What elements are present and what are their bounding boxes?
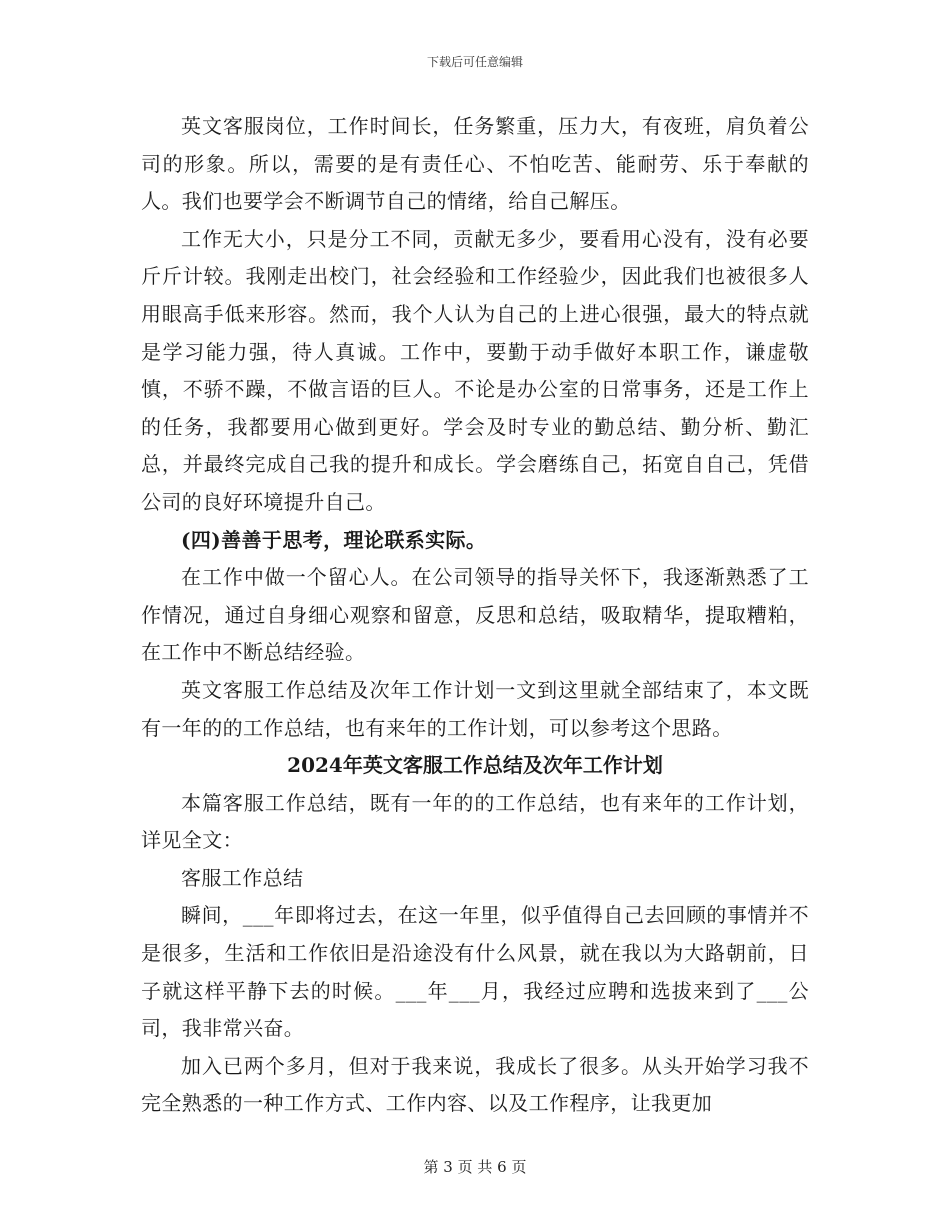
paragraph-3: 在工作中做一个留心人。在公司领导的指导关怀下，我逐渐熟悉了工作情况，通过自身细心观察和留意，反思和总结，吸取精华，提取糟粕，在工作中不断总结经验。 [141, 565, 809, 665]
page-header: 下载后可任意编辑 [426, 55, 523, 69]
paragraph-2: 工作无大小，只是分工不同，贡献无多少，要看用心没有，没有必要斤斤计较。我刚走出校门，社会经验和工作经验少，因此我们也被很多人用眼高手低来形容。然而，我个人认为自己的上进心很强，最大的特点就是学习能力强，待人真诚。工作中，要勤于动手做好本职工作，谦虚敬慎，不骄不躁，不做言语的巨人。不论是办公室的日常事务，还是工作上的任务，我都要用心做到更好。学会及时专业的勤总结、勤分析、勤汇总，并最终完成自己我的提升和成长。学会磨练自己，拓宽自自己，凭借公司的良好环境提升自己。 [141, 226, 809, 514]
paragraph-7: 瞬间，___年即将过去，在这一年里，似乎值得自己去回顾的事情并不是很多，生活和工作依旧是沿途没有什么风景，就在我以为大路朝前，日子就这样平静下去的时候。___年___月，我经过应聘和选拔来到了___公司，我非常兴奋。 [141, 903, 809, 1041]
document-title: 2024年英文客服工作总结及次年工作计划 [287, 753, 663, 778]
paragraph-5: 本篇客服工作总结，既有一年的的工作总结，也有来年的工作计划，详见全文： [141, 790, 809, 853]
section-heading-4: (四)善善于思考，理论联系实际。 [181, 527, 487, 552]
paragraph-4: 英文客服工作总结及次年工作计划一文到这里就全部结束了，本文既有一年的的工作总结，也有来年的工作计划，可以参考这个思路。 [141, 677, 809, 740]
paragraph-8: 加入已两个多月，但对于我来说，我成长了很多。从头开始学习我不完全熟悉的一种工作方式、工作内容、以及工作程序，让我更加 [141, 1053, 809, 1116]
document-body [141, 108, 809, 1123]
paragraph-6: 客服工作总结 [181, 865, 304, 890]
paragraph-1: 英文客服岗位，工作时间长，任务繁重，压力大，有夜班，肩负着公司的形象。所以，需要的是有责任心、不怕吃苦、能耐劳、乐于奉献的人。我们也要学会不断调节自己的情绪，给自己解压。 [141, 114, 809, 214]
page-number: 第 3 页 共 6 页 [423, 1158, 527, 1176]
